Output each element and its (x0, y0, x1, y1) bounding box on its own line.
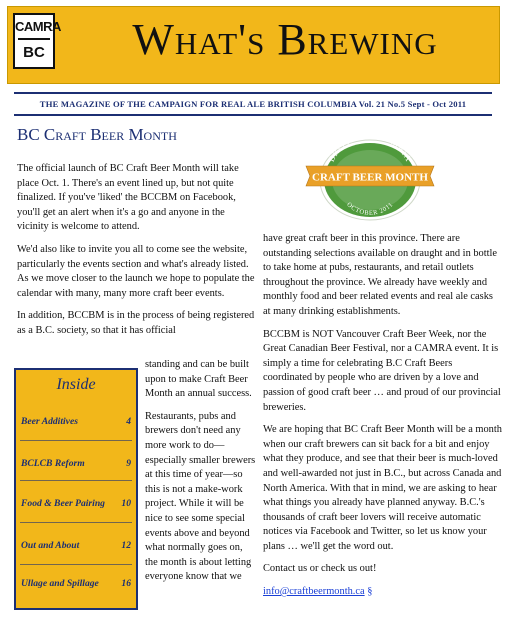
inside-item-page: 4 (126, 416, 131, 427)
inside-item-label: Beer Additives (21, 416, 78, 427)
end-mark: § (367, 586, 373, 598)
paragraph: Contact us or check us out! (263, 563, 377, 575)
inside-item-page: 16 (121, 578, 131, 589)
camra-bc-logo (13, 13, 61, 69)
paragraph: standing and can be built upon to make Craft Beer Month an annual success. (145, 359, 252, 400)
paragraph: The official launch of BC Craft Beer Month will take place Oct. 1. There's an event lined up, but not quite finalized. If you've 'liked' the BCCBM on Facebook, you'll get an alert when it's a go and anyone in the vicinity is welcome to attend. (17, 163, 239, 233)
inside-item-page: 9 (126, 458, 131, 469)
inside-item-out-and-about[interactable] (21, 540, 131, 556)
inside-title: Inside (56, 376, 96, 393)
logo-top-text: CAMRA (15, 19, 61, 34)
inside-item-label: Out and About (21, 540, 80, 551)
email-link[interactable]: info@craftbeermonth.ca (263, 586, 365, 598)
inside-item-page: 12 (121, 540, 131, 551)
article-heading: BC Craft Beer Month (17, 125, 177, 144)
article-column-left (17, 162, 257, 347)
article-column-right (263, 232, 503, 608)
inside-item-ullage-spillage[interactable] (21, 578, 131, 594)
inside-item-label: Food & Beer Pairing (21, 498, 105, 509)
paragraph: have great craft beer in this province. There are outstanding selections available on draught and in bottle to take home at pubs, restaurants, and retail outlets throughout the province. We already have weekly and monthly food and beer related events and real ale casks at many drinking establishments. (263, 233, 498, 317)
divider (20, 480, 132, 481)
badge-arc-text: BRITISH COLUMBIA (325, 132, 415, 164)
inside-contents-box (14, 368, 138, 610)
contact-line (263, 585, 503, 600)
craft-beer-month-badge (300, 132, 440, 222)
paragraph: Restaurants, pubs and brewers don't need any more work to do—especially smaller brewers at this time of year—so this is not a make-work project. While it will be nice to see some special events above and beyond what normally goes on, the month is about letting everyone know that we (145, 410, 256, 583)
divider (20, 440, 132, 441)
paragraph: In addition, BCCBM is in the process of being registered as a B.C. society, so that it has official (17, 310, 255, 336)
magazine-subtitle: THE MAGAZINE OF THE CAMPAIGN FOR REAL ALE BRITISH COLUMBIA Vol. 21 No.5 Sept - Oct 2011 (14, 92, 492, 116)
article-column-middle (145, 358, 257, 593)
inside-item-label: Ullage and Spillage (21, 578, 99, 589)
logo-bottom-text: BC (23, 44, 45, 61)
inside-item-bclcb-reform[interactable] (21, 458, 131, 474)
badge-date-text: OCTOBER 2011 (345, 201, 395, 217)
inside-item-food-beer-pairing[interactable] (21, 498, 131, 514)
divider (20, 564, 132, 565)
paragraph: We'd also like to invite you all to come see the website, particularly the events section and what's already listed. As we move closer to the launch we hope to populate the calendar with many, many more craft beer events. (17, 243, 255, 299)
paragraph: We are hoping that BC Craft Beer Month will be a month when our craft brewers can sit back for a bit and enjoy what they produce, and see that their beer is much-loved and well-awarded not just in B.C., but across Canada and North America. With that in mind, we are asking to hear what things you already have planned anyway. B.C.'s thousands of craft beer lovers will receive automatic notices via Facebook and Twitter, so let us know your plans … we'll get the word out. (263, 424, 502, 552)
badge-banner-text: CRAFT BEER MONTH (312, 171, 428, 184)
magazine-title: What's Brewing (132, 15, 438, 64)
inside-item-page: 10 (121, 498, 131, 509)
paragraph: BCCBM is NOT Vancouver Craft Beer Week, nor the Great Canadian Beer Festival, nor a CAMRA event. It is simply a time for celebrating B.C Craft Beers coordinated by people who are driven by a love and passion of good craft beer … and proud of our provincial breweries. (263, 328, 501, 413)
inside-item-beer-additives[interactable] (21, 416, 131, 432)
divider (20, 522, 132, 523)
inside-item-label: BCLCB Reform (21, 458, 85, 469)
logo-divider (18, 38, 50, 40)
